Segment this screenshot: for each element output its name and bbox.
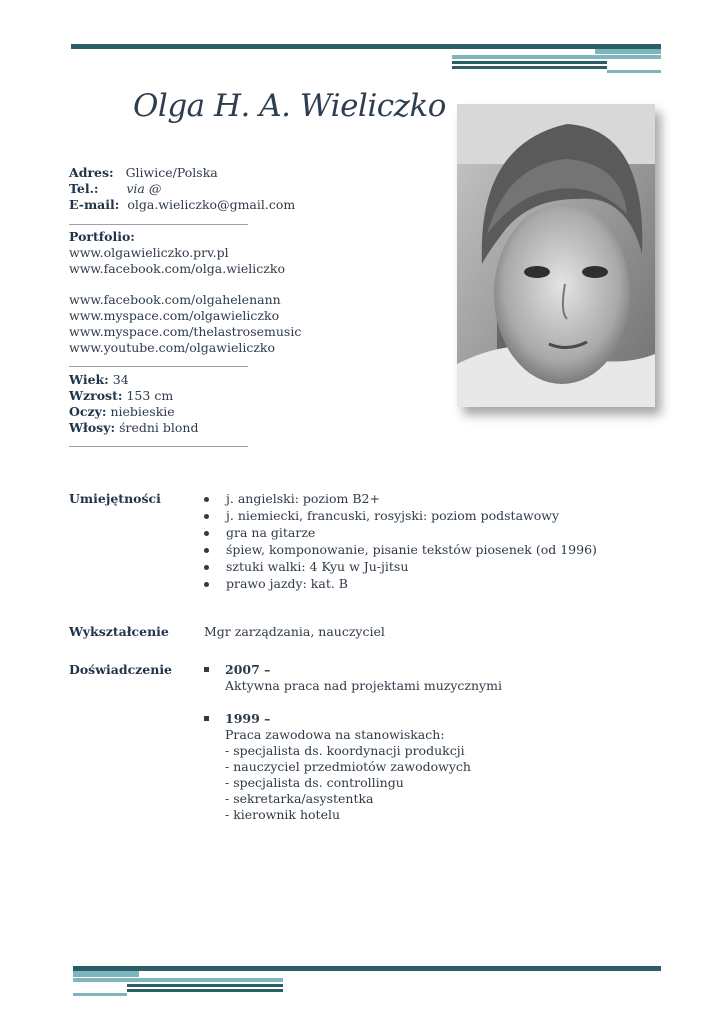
experience-line: - specjalista ds. controllingu bbox=[225, 775, 404, 790]
divider-2 bbox=[69, 366, 248, 367]
contact-block bbox=[69, 165, 295, 213]
skill-item: gra na gitarze bbox=[204, 524, 597, 541]
skill-item: j. niemiecki, francuski, rosyjski: poziom podstawowy bbox=[204, 507, 597, 524]
footer-bar-3 bbox=[127, 984, 283, 987]
divider-3 bbox=[69, 446, 248, 447]
footer-bar-4 bbox=[127, 989, 283, 992]
hair-row bbox=[69, 420, 198, 436]
email-label: E-mail: bbox=[69, 197, 120, 212]
experience-year: 2007 – bbox=[225, 662, 271, 677]
hair-label: Włosy: bbox=[69, 420, 116, 435]
address-value: Gliwice/Polska bbox=[125, 165, 218, 180]
square-bullet-icon bbox=[204, 667, 209, 672]
footer-bar-accent bbox=[73, 971, 139, 977]
email-value[interactable]: olga.wieliczko@gmail.com bbox=[127, 197, 296, 212]
experience-entry bbox=[204, 662, 502, 694]
education-value: Mgr zarządzania, nauczyciel bbox=[204, 624, 385, 639]
personal-block bbox=[69, 372, 198, 436]
bullet-icon bbox=[204, 565, 209, 570]
portfolio-link[interactable]: www.myspace.com/olgawieliczko bbox=[69, 308, 280, 323]
skills-title: Umiejętności bbox=[69, 491, 161, 506]
skill-item: prawo jazdy: kat. B bbox=[204, 575, 597, 592]
height-value: 153 cm bbox=[126, 388, 174, 403]
bullet-icon bbox=[204, 531, 209, 536]
experience-line: - kierownik hotelu bbox=[225, 807, 341, 822]
eyes-label: Oczy: bbox=[69, 404, 107, 419]
bullet-icon bbox=[204, 514, 209, 519]
tel-row bbox=[69, 181, 295, 197]
tel-value: via @ bbox=[126, 181, 162, 196]
skill-item: j. angielski: poziom B2+ bbox=[204, 490, 597, 507]
portfolio-link[interactable]: www.youtube.com/olgawieliczko bbox=[69, 340, 276, 355]
header-bar-accent bbox=[595, 49, 661, 54]
age-label: Wiek: bbox=[69, 372, 109, 387]
header-bar-2 bbox=[452, 55, 661, 59]
portrait-image bbox=[457, 104, 655, 407]
hair-value: średni blond bbox=[119, 420, 199, 435]
portfolio-link[interactable]: www.myspace.com/thelastrosemusic bbox=[69, 324, 302, 339]
experience-entry bbox=[204, 711, 471, 823]
address-label: Adres: bbox=[69, 165, 114, 180]
height-row bbox=[69, 388, 198, 404]
height-label: Wzrost: bbox=[69, 388, 123, 403]
email-row bbox=[69, 197, 295, 213]
experience-year: 1999 – bbox=[225, 711, 271, 726]
header-bar-top bbox=[71, 44, 661, 49]
tel-label: Tel.: bbox=[69, 181, 99, 196]
bullet-icon bbox=[204, 497, 209, 502]
eyes-row bbox=[69, 404, 198, 420]
footer-bar-2 bbox=[73, 978, 283, 982]
header-bar-3 bbox=[452, 61, 607, 64]
cv-name: Olga H. A. Wieliczko bbox=[133, 88, 446, 124]
age-row bbox=[69, 372, 198, 388]
portfolio-block bbox=[69, 229, 301, 356]
bullet-icon bbox=[204, 548, 209, 553]
skill-item: śpiew, komponowanie, pisanie tekstów piosenek (od 1996) bbox=[204, 541, 597, 558]
skills-list bbox=[204, 490, 597, 592]
experience-line: - sekretarka/asystentka bbox=[225, 791, 374, 806]
experience-line: - specjalista ds. koordynacji produkcji bbox=[225, 743, 465, 758]
profile-photo bbox=[457, 104, 655, 407]
portfolio-label: Portfolio: bbox=[69, 229, 135, 244]
square-bullet-icon bbox=[204, 716, 209, 721]
footer-bar-5 bbox=[73, 993, 127, 996]
portfolio-link[interactable]: www.facebook.com/olga.wieliczko bbox=[69, 261, 285, 276]
header-bar-5 bbox=[607, 70, 661, 73]
experience-line: Aktywna praca nad projektami muzycznymi bbox=[225, 678, 502, 693]
eyes-value: niebieskie bbox=[110, 404, 175, 419]
address-row bbox=[69, 165, 295, 181]
age-value: 34 bbox=[112, 372, 129, 387]
footer-bar-top bbox=[73, 966, 661, 971]
divider-1 bbox=[69, 224, 248, 225]
skill-item: sztuki walki: 4 Kyu w Ju-jitsu bbox=[204, 558, 597, 575]
education-title: Wykształcenie bbox=[69, 624, 169, 639]
experience-title: Doświadczenie bbox=[69, 662, 173, 677]
header-bar-4 bbox=[452, 66, 607, 69]
portfolio-link[interactable]: www.olgawieliczko.prv.pl bbox=[69, 245, 229, 260]
portfolio-link[interactable]: www.facebook.com/olgahelenann bbox=[69, 292, 281, 307]
experience-line: - nauczyciel przedmiotów zawodowych bbox=[225, 759, 471, 774]
experience-line: Praca zawodowa na stanowiskach: bbox=[225, 727, 445, 742]
bullet-icon bbox=[204, 582, 209, 587]
